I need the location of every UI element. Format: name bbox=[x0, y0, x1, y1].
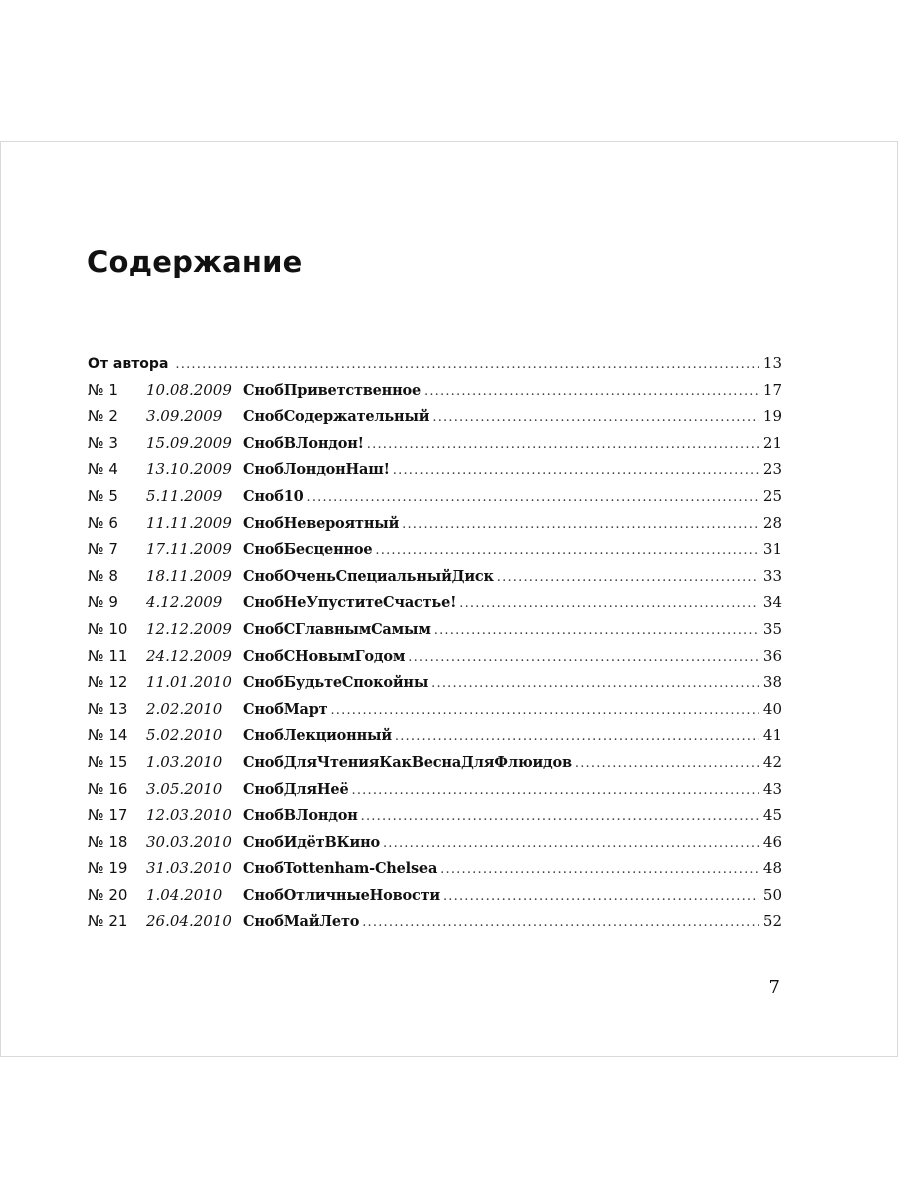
toc-entry-date: 11.11.2009 bbox=[146, 513, 232, 532]
toc-entry-title: СнобВЛондон! bbox=[243, 434, 364, 452]
toc-entry[interactable] bbox=[88, 514, 782, 541]
toc-entry[interactable] bbox=[88, 407, 782, 434]
toc-entry-number: № 14 bbox=[88, 726, 128, 745]
table-of-contents bbox=[88, 354, 782, 939]
dot-leader bbox=[375, 543, 759, 558]
toc-entry-number: № 6 bbox=[88, 513, 118, 532]
toc-entry-date: 10.08.2009 bbox=[146, 380, 232, 399]
dot-leader bbox=[497, 570, 759, 585]
toc-entry[interactable] bbox=[88, 833, 782, 860]
dot-leader bbox=[361, 809, 759, 824]
toc-entry-title: СнобЛекционный bbox=[243, 727, 392, 745]
toc-page-number: 28 bbox=[762, 513, 782, 532]
dot-leader bbox=[432, 410, 759, 425]
toc-entry-title: СнобБудьтеСпокойны bbox=[243, 674, 429, 692]
toc-entry[interactable] bbox=[88, 434, 782, 461]
toc-entry-number: № 7 bbox=[88, 540, 118, 559]
toc-entry[interactable] bbox=[88, 673, 782, 700]
toc-entry-title: СнобСодержательный bbox=[243, 408, 430, 426]
toc-page-number: 31 bbox=[762, 540, 782, 559]
toc-entry-title: СнобСГлавнымСамым bbox=[243, 620, 431, 638]
toc-entry-number: № 2 bbox=[88, 407, 118, 426]
dot-leader bbox=[175, 357, 759, 372]
toc-page-number: 36 bbox=[762, 646, 782, 665]
toc-entry-date: 30.03.2010 bbox=[146, 832, 232, 851]
toc-entry-title: СнобTottenham-Chelsea bbox=[243, 860, 438, 878]
toc-entry[interactable] bbox=[88, 620, 782, 647]
toc-entry-date: 13.10.2009 bbox=[146, 460, 232, 479]
toc-entry-title: СнобЛондонНаш! bbox=[243, 461, 390, 479]
page-title: Содержание bbox=[87, 245, 303, 279]
toc-entry-number: № 21 bbox=[88, 912, 128, 931]
toc-entry-number: № 1 bbox=[88, 380, 118, 399]
toc-entry-number: № 4 bbox=[88, 460, 118, 479]
toc-author-entry[interactable] bbox=[88, 354, 782, 381]
toc-entry-number: № 8 bbox=[88, 566, 118, 585]
toc-entry[interactable] bbox=[88, 859, 782, 886]
toc-entry[interactable] bbox=[88, 912, 782, 939]
toc-page-number: 52 bbox=[762, 912, 782, 931]
toc-entry-title: СнобНевероятный bbox=[243, 514, 400, 532]
toc-entry-title: СнобНеУпуститеСчастье! bbox=[243, 594, 457, 612]
toc-entry-date: 18.11.2009 bbox=[146, 566, 232, 585]
toc-entry-number: № 9 bbox=[88, 593, 118, 612]
dot-leader bbox=[431, 676, 759, 691]
toc-entry-date: 24.12.2009 bbox=[146, 646, 232, 665]
toc-page-number: 34 bbox=[762, 593, 782, 612]
toc-entry-date: 3.09.2009 bbox=[146, 407, 223, 426]
toc-page-number: 25 bbox=[762, 486, 782, 505]
toc-entry-date: 1.04.2010 bbox=[146, 885, 223, 904]
toc-entry-title: Сноб10 bbox=[243, 487, 304, 505]
toc-page-number: 35 bbox=[762, 619, 782, 638]
toc-page-number: 33 bbox=[762, 566, 782, 585]
dot-leader bbox=[367, 437, 759, 452]
toc-entry-date: 4.12.2009 bbox=[146, 593, 223, 612]
dot-leader bbox=[383, 836, 759, 851]
toc-page-number: 17 bbox=[762, 380, 782, 399]
toc-entry[interactable] bbox=[88, 593, 782, 620]
dot-leader bbox=[393, 463, 759, 478]
toc-page-number: 38 bbox=[762, 673, 782, 692]
toc-entry-title: СнобИдётВКино bbox=[243, 833, 380, 851]
toc-entry[interactable] bbox=[88, 753, 782, 780]
toc-entry-number: № 16 bbox=[88, 779, 128, 798]
page-number: 7 bbox=[768, 977, 780, 998]
toc-entry-number: № 3 bbox=[88, 433, 118, 452]
dot-leader bbox=[575, 756, 759, 771]
toc-entry-number: № 18 bbox=[88, 832, 128, 851]
toc-page-number: 50 bbox=[762, 885, 782, 904]
toc-entry-number: № 19 bbox=[88, 859, 128, 878]
toc-entry-title: От автора bbox=[88, 356, 169, 372]
toc-page-number: 42 bbox=[762, 752, 782, 771]
toc-entry-date: 26.04.2010 bbox=[146, 912, 232, 931]
toc-entry-title: СнобДляНеё bbox=[243, 780, 349, 798]
toc-page-number: 40 bbox=[762, 699, 782, 718]
toc-entry-title: СнобОченьСпециальныйДиск bbox=[243, 567, 494, 585]
toc-entry-number: № 12 bbox=[88, 673, 128, 692]
toc-page-number: 23 bbox=[762, 460, 782, 479]
toc-page-number: 21 bbox=[762, 433, 782, 452]
toc-entry-title: СнобВЛондон bbox=[243, 807, 358, 825]
toc-entry-date: 2.02.2010 bbox=[146, 699, 223, 718]
toc-entry-date: 5.11.2009 bbox=[146, 486, 223, 505]
toc-entry-date: 1.03.2010 bbox=[146, 752, 223, 771]
dot-leader bbox=[306, 490, 759, 505]
dot-leader bbox=[434, 623, 759, 638]
toc-entry[interactable] bbox=[88, 886, 782, 913]
toc-entry-title: СнобПриветственное bbox=[243, 381, 422, 399]
dot-leader bbox=[440, 862, 759, 877]
toc-page-number: 45 bbox=[762, 806, 782, 825]
toc-entry-number: № 13 bbox=[88, 699, 128, 718]
toc-entry-title: СнобБесценное bbox=[243, 541, 373, 559]
dot-leader bbox=[395, 729, 759, 744]
toc-page-number: 13 bbox=[762, 354, 782, 372]
toc-entry-date: 5.02.2010 bbox=[146, 726, 223, 745]
dot-leader bbox=[351, 783, 759, 798]
toc-page-number: 19 bbox=[762, 407, 782, 426]
toc-page-number: 46 bbox=[762, 832, 782, 851]
dot-leader bbox=[402, 517, 759, 532]
dot-leader bbox=[424, 384, 759, 399]
toc-entry[interactable] bbox=[88, 460, 782, 487]
toc-page-number: 43 bbox=[762, 779, 782, 798]
toc-entry-date: 12.12.2009 bbox=[146, 619, 232, 638]
toc-entry-number: № 11 bbox=[88, 646, 128, 665]
dot-leader bbox=[408, 650, 759, 665]
toc-entry-date: 17.11.2009 bbox=[146, 540, 232, 559]
dot-leader bbox=[362, 915, 759, 930]
toc-entry-title: СнобДляЧтенияКакВеснаДляФлюидов bbox=[243, 753, 572, 771]
book-page bbox=[0, 141, 898, 1057]
toc-entry-number: № 5 bbox=[88, 486, 118, 505]
toc-entry[interactable] bbox=[88, 567, 782, 594]
dot-leader bbox=[443, 889, 759, 904]
toc-page-number: 48 bbox=[762, 859, 782, 878]
toc-entry-number: № 15 bbox=[88, 752, 128, 771]
toc-entry[interactable] bbox=[88, 806, 782, 833]
toc-entry-title: СнобМарт bbox=[243, 700, 328, 718]
toc-entry-title: СнобСНовымГодом bbox=[243, 647, 406, 665]
dot-leader bbox=[330, 703, 759, 718]
toc-entry[interactable] bbox=[88, 381, 782, 408]
toc-entry[interactable] bbox=[88, 487, 782, 514]
toc-entry[interactable] bbox=[88, 540, 782, 567]
toc-entry[interactable] bbox=[88, 647, 782, 674]
toc-entry-number: № 17 bbox=[88, 806, 128, 825]
dot-leader bbox=[459, 596, 759, 611]
toc-entry-date: 15.09.2009 bbox=[146, 433, 232, 452]
toc-entry-number: № 20 bbox=[88, 885, 128, 904]
toc-entry[interactable] bbox=[88, 780, 782, 807]
toc-page-number: 41 bbox=[762, 726, 782, 745]
toc-entry-date: 31.03.2010 bbox=[146, 859, 232, 878]
toc-entry-number: № 10 bbox=[88, 619, 128, 638]
toc-entry-title: СнобМайЛето bbox=[243, 913, 360, 931]
toc-entry[interactable] bbox=[88, 700, 782, 727]
toc-entry[interactable] bbox=[88, 726, 782, 753]
toc-entry-date: 12.03.2010 bbox=[146, 806, 232, 825]
toc-entry-date: 11.01.2010 bbox=[146, 673, 232, 692]
toc-entry-date: 3.05.2010 bbox=[146, 779, 223, 798]
toc-entry-title: СнобОтличныеНовости bbox=[243, 886, 440, 904]
